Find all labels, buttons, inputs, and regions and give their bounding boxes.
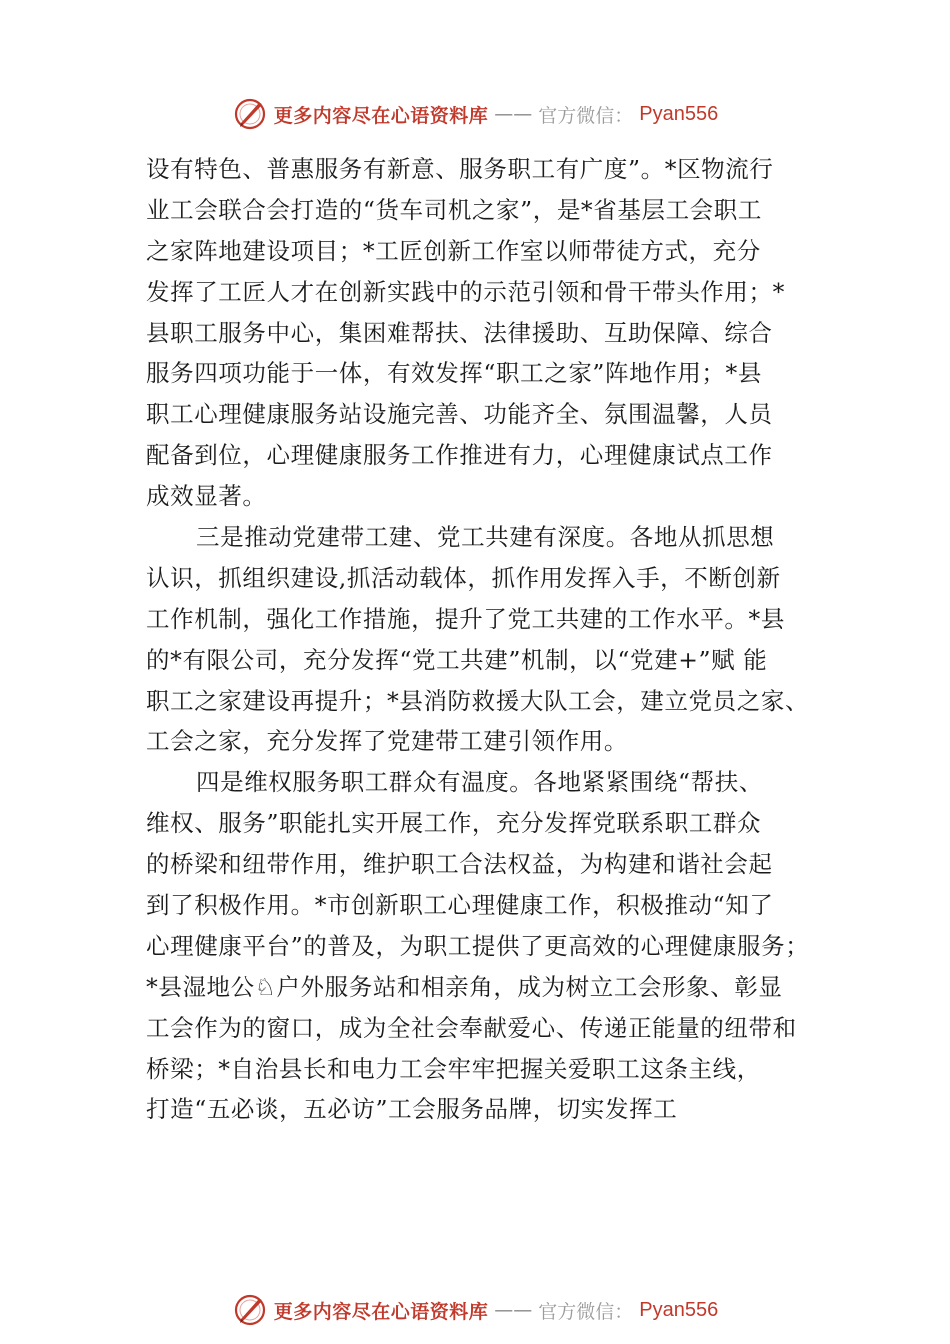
text-line: 设有特色、普惠服务有新意、服务职工有广度”。*区物流行 bbox=[146, 155, 774, 183]
text-line: 之家阵地建设项目；*工匠创新工作室以师带徒方式，充分 bbox=[146, 236, 761, 265]
text-line: 的*有限公司，充分发挥“党工共建”机制，以“党建+”赋 能 bbox=[146, 645, 768, 674]
quill-seal-icon bbox=[232, 96, 268, 132]
banner-dash: —— bbox=[494, 103, 533, 125]
text-line: 工会之家，充分发挥了党建带工建引领作用。 bbox=[146, 727, 628, 756]
text-line: 心理健康平台”的普及，为职工提供了更高效的心理健康服务； bbox=[146, 931, 810, 960]
wechat-id: Pyan556 bbox=[639, 102, 719, 125]
paragraph-start-line: 四是维权服务职工群众有温度。各地紧紧围绕“帮扶、 bbox=[196, 768, 763, 797]
text-line: 工会作为的窗口，成为全社会奉献爱心、传递正能量的纽带和 bbox=[146, 1013, 797, 1042]
header-banner bbox=[0, 94, 950, 134]
banner-dash: —— bbox=[494, 1299, 533, 1321]
wechat-label: 官方微信： bbox=[538, 1300, 634, 1323]
text-line: 认识，抓组织建设,抓活动载体，抓作用发挥入手，不断创新 bbox=[146, 563, 781, 592]
text-line: 桥梁；*自治县长和电力工会牢牢把握关爱职工这条主线， bbox=[146, 1054, 761, 1083]
footer-banner bbox=[0, 1290, 950, 1330]
text-line: 工作机制，强化工作措施，提升了党工共建的工作水平。*县 bbox=[146, 604, 785, 633]
text-line: 维权、服务”职能扎实开展工作，充分发挥党联系职工群众 bbox=[146, 809, 762, 838]
wechat-id: Pyan556 bbox=[639, 1298, 719, 1321]
quill-seal-icon bbox=[232, 1292, 268, 1328]
brand-text: 更多内容尽在心语资料库 bbox=[273, 104, 489, 127]
text-line: 业工会联合会打造的“货车司机之家”，是*省基层工会职工 bbox=[146, 195, 762, 224]
paragraph-start-line: 三是推动党建带工建、党工共建有深度。各地从抓思想 bbox=[196, 523, 775, 552]
text-line: 打造“五必谈，五必访”工会服务品牌，切实发挥工 bbox=[146, 1095, 678, 1124]
text-line: 到了积极作用。*市创新职工心理健康工作，积极推动“知了 bbox=[146, 891, 774, 920]
text-line: 县职工服务中心，集困难帮扶、法律援助、互助保障、综合 bbox=[146, 318, 773, 347]
brand-text: 更多内容尽在心语资料库 bbox=[273, 1300, 489, 1323]
text-line: 职工之家建设再提升；*县消防救援大队工会，建立党员之家、 bbox=[146, 686, 810, 715]
text-line: 发挥了工匠人才在创新实践中的示范引领和骨干带头作用；* bbox=[146, 277, 785, 306]
text-line: 的桥梁和纽带作用，维护职工合法权益，为构建和谐社会起 bbox=[146, 850, 773, 879]
document-body bbox=[146, 149, 826, 1130]
wechat-label: 官方微信： bbox=[538, 104, 634, 127]
text-line: 服务四项功能于一体，有效发挥“职工之家”阵地作用；*县 bbox=[146, 359, 762, 388]
text-line: 成效显著。 bbox=[146, 482, 267, 511]
text-line: 职工心理健康服务站设施完善、功能齐全、氛围温馨，人员 bbox=[146, 400, 773, 429]
text-line: *县湿地公♘户外服务站和相亲角，成为树立工会形象、彰显 bbox=[146, 972, 783, 1001]
text-line: 配备到位，心理健康服务工作推进有力，心理健康试点工作 bbox=[146, 441, 773, 470]
